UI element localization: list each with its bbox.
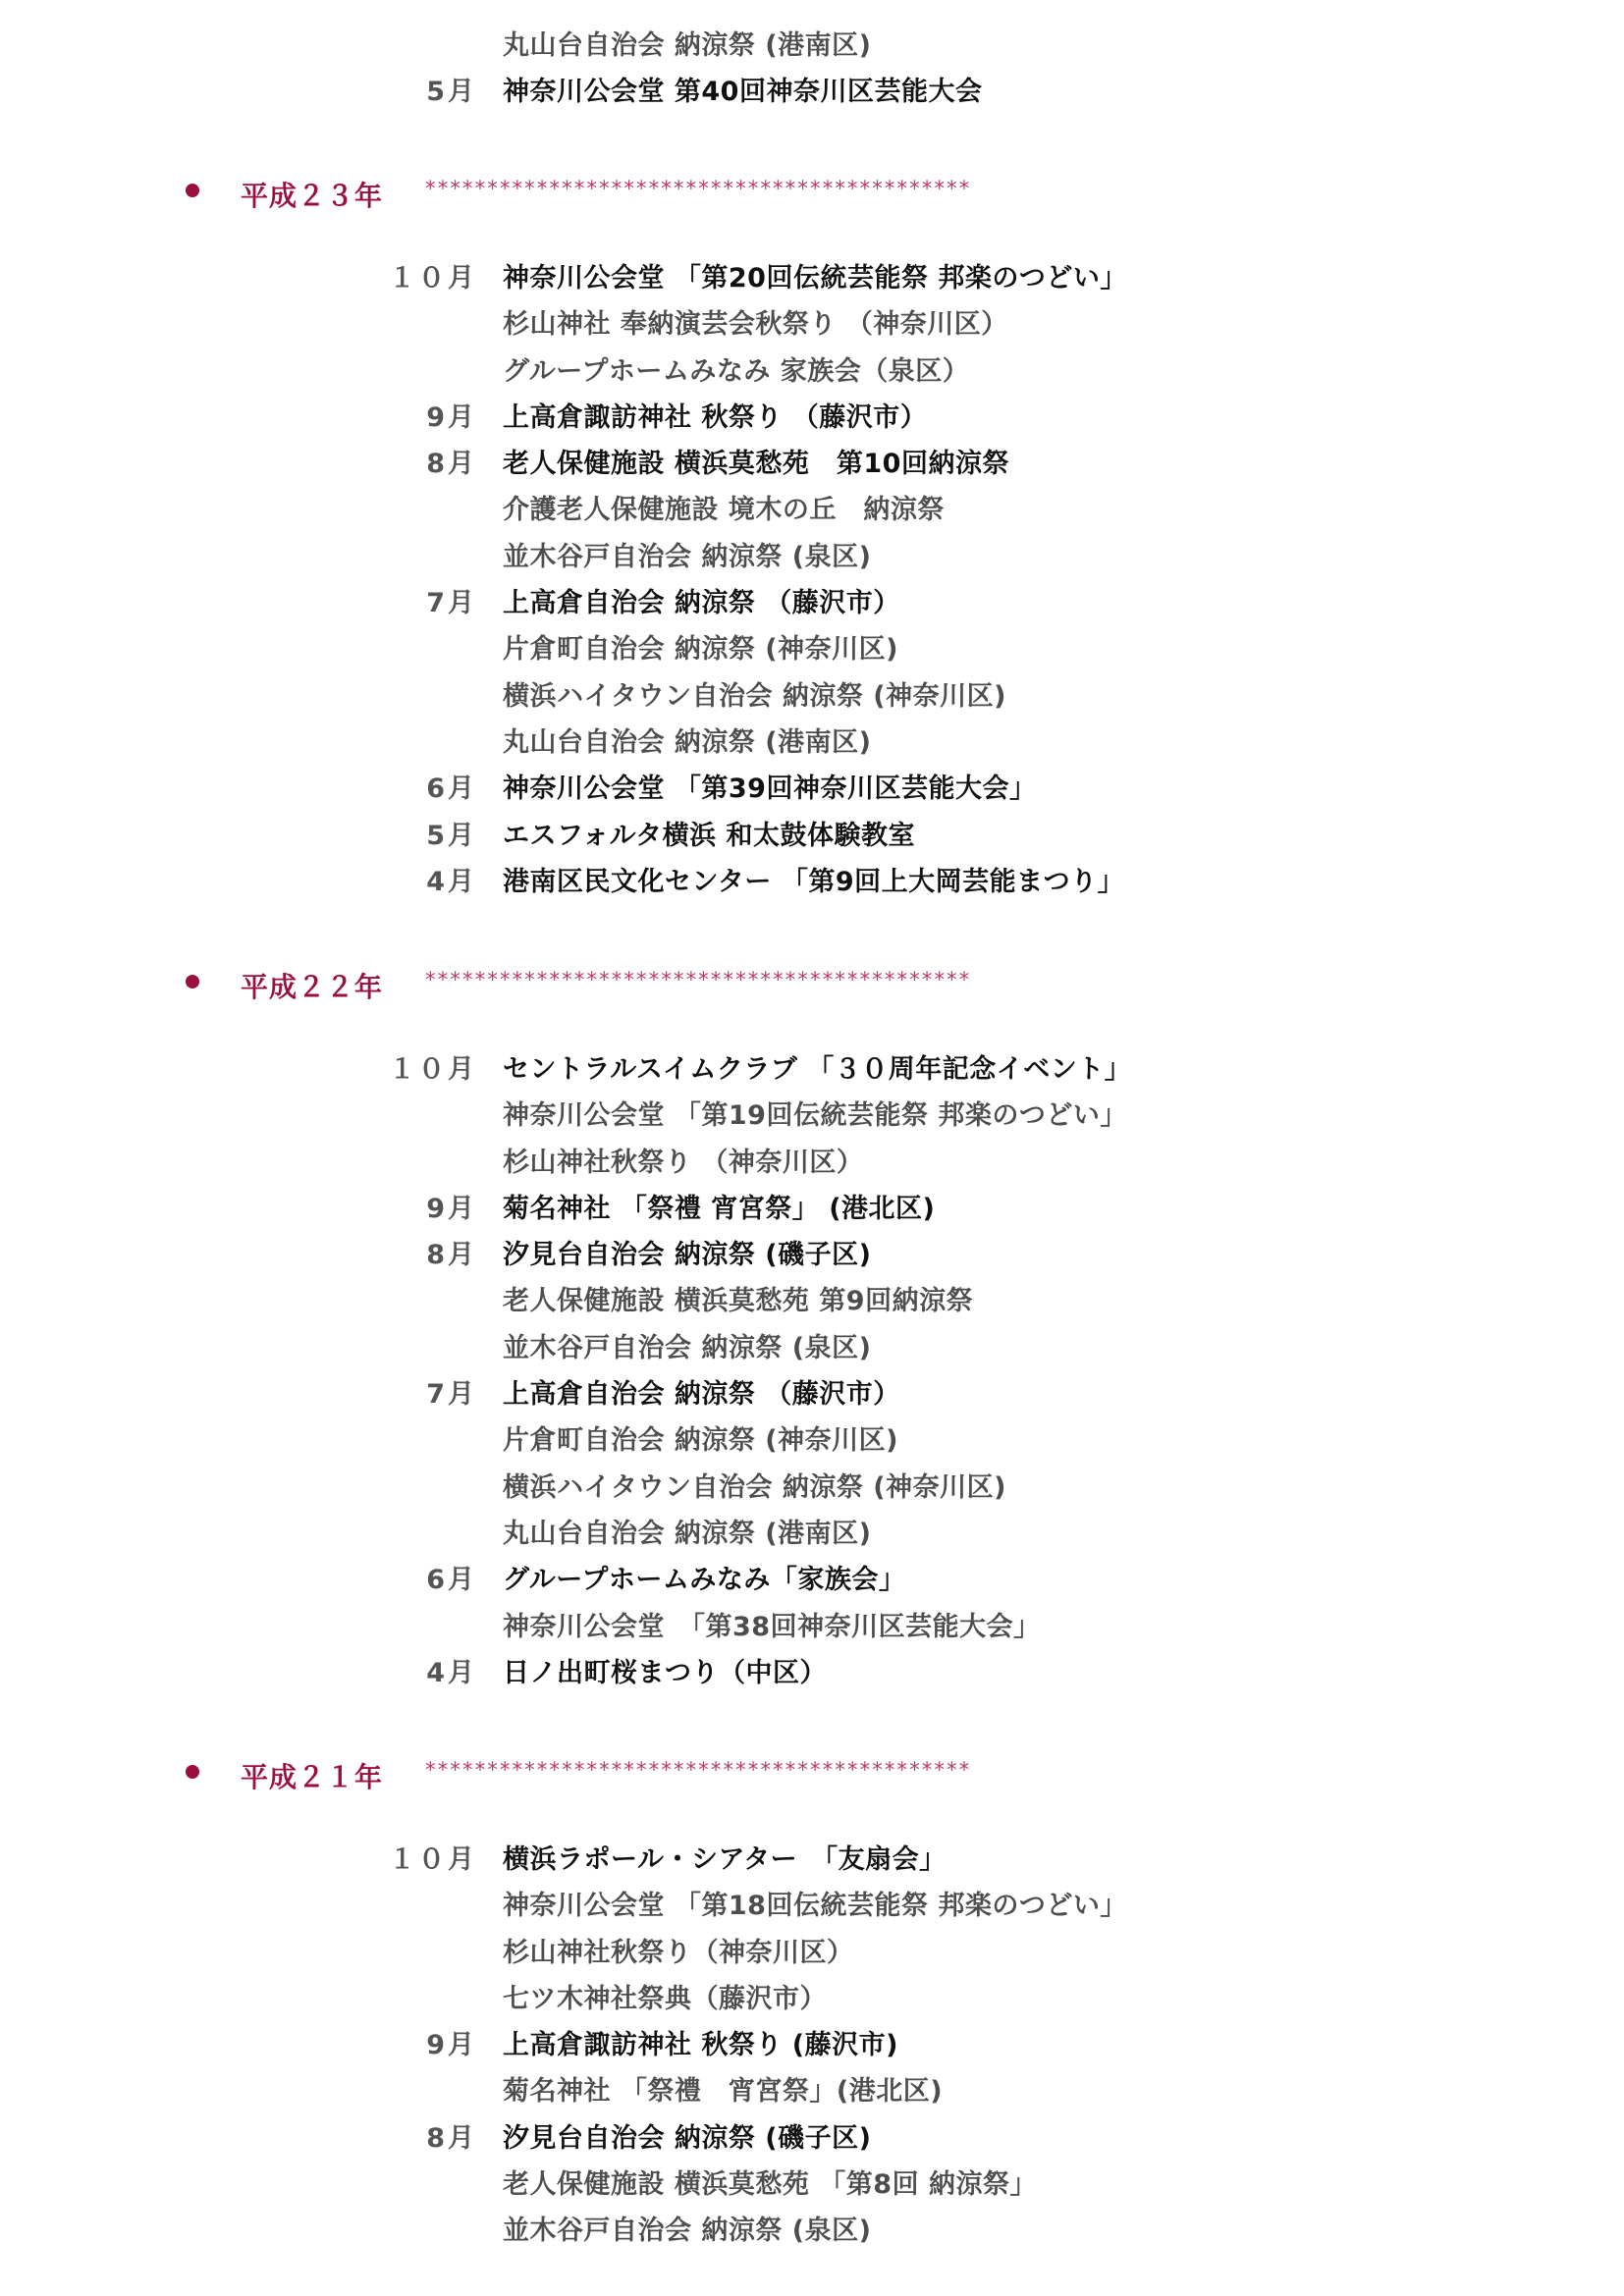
year-header	[0, 167, 1624, 214]
event-text: 七ツ木神社祭典（藤沢市）	[503, 1983, 827, 2014]
event-row	[0, 1275, 1624, 1321]
event-text: 横浜ハイタウン自治会 納涼祭 (神奈川区)	[503, 680, 1006, 712]
event-text: 片倉町自治会 納涼祭 (神奈川区)	[503, 634, 898, 666]
event-list	[0, 252, 1624, 902]
event-text: 神奈川公会堂 「第39回神奈川区芸能大会」	[503, 774, 1037, 805]
star-divider: ********************************************	[424, 968, 971, 991]
year-section	[0, 958, 1624, 1693]
event-month: 8月	[426, 449, 477, 480]
star-divider: ********************************************	[424, 177, 971, 200]
event-text: 汐見台自治会 納涼祭 (磯子区)	[503, 2122, 872, 2154]
event-month: １０月	[389, 1844, 477, 1875]
event-row	[0, 1229, 1624, 1275]
event-month: 4月	[426, 1657, 477, 1688]
event-row	[0, 577, 1624, 623]
event-row	[0, 763, 1624, 809]
event-row	[0, 1462, 1624, 1508]
event-text: 横浜ハイタウン自治会 納涼祭 (神奈川区)	[503, 1471, 1006, 1503]
event-text: 菊名神社 「祭禮 宵宮祭」(港北区)	[503, 2076, 944, 2108]
event-row	[0, 346, 1624, 392]
event-row	[0, 1322, 1624, 1368]
event-month: １０月	[389, 263, 477, 294]
event-list	[0, 1834, 1624, 2252]
event-text: 上高倉自治会 納涼祭 （藤沢市）	[503, 1379, 900, 1411]
event-row	[0, 1137, 1624, 1183]
event-text: 老人保健施設 横浜莫愁苑 第9回納涼祭	[503, 1286, 974, 1317]
event-text: 老人保健施設 横浜莫愁苑 第10回納涼祭	[503, 449, 1009, 480]
event-text: 港南区民文化センター 「第9回上大岡芸能まつり」	[503, 866, 1125, 897]
event-row	[0, 2159, 1624, 2205]
bullet-icon	[186, 184, 199, 197]
event-text: 並木谷戸自治会 納涼祭 (泉区)	[503, 1332, 872, 1363]
event-month: 5月	[426, 820, 477, 851]
event-row	[0, 1090, 1624, 1136]
event-row	[0, 252, 1624, 298]
event-month: 9月	[426, 401, 477, 433]
event-text: 杉山神社秋祭り（神奈川区）	[503, 1937, 854, 1968]
event-row	[0, 1183, 1624, 1229]
event-text: 上高倉自治会 納涼祭 （藤沢市）	[503, 588, 900, 619]
event-row	[0, 2112, 1624, 2159]
year-section	[0, 1748, 1624, 2252]
event-text: 杉山神社秋祭り （神奈川区）	[503, 1147, 864, 1178]
event-row	[0, 670, 1624, 717]
event-text: グループホームみなみ 家族会（泉区）	[503, 355, 970, 387]
event-row	[0, 298, 1624, 345]
event-month: １０月	[389, 1054, 477, 1085]
event-text: 神奈川公会堂 「第19回伝統芸能祭 邦楽のつどい」	[503, 1100, 1127, 1132]
event-text: 丸山台自治会 納涼祭 (港南区)	[503, 726, 872, 758]
event-text: 片倉町自治会 納涼祭 (神奈川区)	[503, 1425, 898, 1457]
bullet-icon	[186, 975, 199, 988]
event-text: 丸山台自治会 納涼祭 (港南区)	[503, 1518, 872, 1549]
event-row	[0, 66, 1624, 112]
year-title: 平成２１年	[241, 1761, 384, 1793]
event-row	[0, 438, 1624, 484]
event-row	[0, 1834, 1624, 1880]
event-row	[0, 1647, 1624, 1693]
event-row	[0, 1554, 1624, 1600]
event-row	[0, 2205, 1624, 2251]
event-row	[0, 1368, 1624, 1415]
event-text: エスフォルタ横浜 和太鼓体験教室	[503, 820, 915, 851]
event-row	[0, 1043, 1624, 1090]
continued-events	[0, 20, 1624, 113]
event-month: 5月	[426, 77, 477, 108]
year-header	[0, 1748, 1624, 1795]
event-row	[0, 1880, 1624, 1926]
year-title: 平成２３年	[241, 180, 384, 212]
event-text: 神奈川公会堂 「第18回伝統芸能祭 邦楽のつどい」	[503, 1891, 1127, 1922]
event-text: グループホームみなみ「家族会」	[503, 1565, 906, 1596]
event-row	[0, 484, 1624, 530]
event-month: 6月	[426, 1565, 477, 1596]
event-row	[0, 20, 1624, 66]
event-row	[0, 623, 1624, 669]
event-row	[0, 2019, 1624, 2065]
event-month: 7月	[426, 1379, 477, 1411]
event-month: 9月	[426, 1193, 477, 1224]
event-row	[0, 1508, 1624, 1554]
event-row	[0, 392, 1624, 438]
event-text: 汐見台自治会 納涼祭 (磯子区)	[503, 1240, 872, 1271]
event-text: 上高倉諏訪神社 秋祭り （藤沢市）	[503, 401, 928, 433]
event-month: 4月	[426, 866, 477, 897]
event-list	[0, 1043, 1624, 1693]
event-text: 神奈川公会堂 第40回神奈川区芸能大会	[503, 77, 983, 108]
event-text: セントラルスイムクラブ 「３０周年記念イベント」	[503, 1054, 1132, 1085]
event-row	[0, 531, 1624, 577]
event-text: 上高倉諏訪神社 秋祭り (藤沢市)	[503, 2030, 898, 2061]
event-row	[0, 2065, 1624, 2111]
year-section	[0, 167, 1624, 902]
event-text: 並木谷戸自治会 納涼祭 (泉区)	[503, 2216, 872, 2247]
event-text: 並木谷戸自治会 納涼祭 (泉区)	[503, 541, 872, 572]
event-month: 8月	[426, 1240, 477, 1271]
event-text: 神奈川公会堂 「第20回伝統芸能祭 邦楽のつどい」	[503, 263, 1127, 294]
event-month: 6月	[426, 774, 477, 805]
event-text: 杉山神社 奉納演芸会秋祭り （神奈川区）	[503, 309, 1008, 341]
event-month: 7月	[426, 588, 477, 619]
event-text: 老人保健施設 横浜莫愁苑 「第8回 納涼祭」	[503, 2169, 1037, 2201]
event-text: 介護老人保健施設 境木の丘 納涼祭	[503, 495, 945, 526]
star-divider: ********************************************	[424, 1758, 971, 1782]
event-row	[0, 1973, 1624, 2019]
event-row	[0, 856, 1624, 902]
year-title: 平成２２年	[241, 971, 384, 1003]
event-month: 9月	[426, 2030, 477, 2061]
event-text: 丸山台自治会 納涼祭 (港南区)	[503, 30, 872, 61]
event-row	[0, 717, 1624, 763]
year-header	[0, 958, 1624, 1005]
event-row	[0, 1415, 1624, 1461]
event-text: 横浜ラポール・シアター 「友扇会」	[503, 1844, 947, 1875]
event-month: 8月	[426, 2122, 477, 2154]
event-row	[0, 810, 1624, 856]
event-text: 神奈川公会堂 「第38回神奈川区芸能大会」	[503, 1611, 1041, 1642]
event-row	[0, 1601, 1624, 1647]
event-text: 菊名神社 「祭禮 宵宮祭」 (港北区)	[503, 1193, 936, 1224]
event-row	[0, 1927, 1624, 1973]
event-text: 日ノ出町桜まつり（中区）	[503, 1657, 827, 1688]
bullet-icon	[186, 1765, 199, 1779]
